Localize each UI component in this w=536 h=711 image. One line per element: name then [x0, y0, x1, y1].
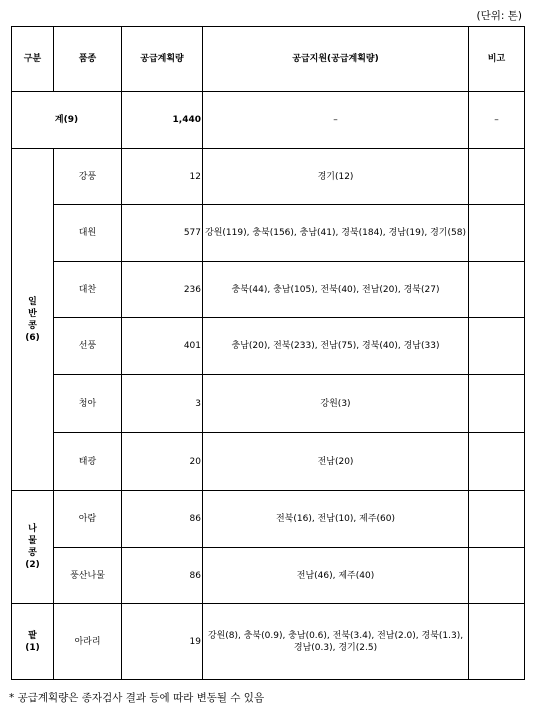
header-supply-plan: 공급계획량	[122, 27, 203, 92]
table-row	[12, 262, 525, 318]
variety-cell: 아람	[54, 491, 122, 548]
table-row	[12, 433, 525, 491]
group-general-char: 일	[28, 296, 37, 307]
group-sprout-char: 나	[28, 524, 37, 534]
region-cell: 강원(119), 충북(156), 충남(41), 경북(184), 경남(19), 경기(58)	[203, 205, 469, 262]
variety-cell: 풍산나물	[54, 548, 122, 604]
variety-cell: 선풍	[54, 318, 122, 375]
group-redbean-count: (1)	[25, 642, 40, 653]
group-sprout-char: 물	[28, 536, 37, 546]
variety-cell: 강풍	[54, 149, 122, 205]
note-cell	[469, 205, 525, 262]
table-row	[12, 491, 525, 548]
group-general-char: 콩	[28, 320, 37, 331]
region-cell: 충남(20), 전북(233), 전남(75), 경북(40), 경남(33)	[203, 318, 469, 375]
amount-cell: 20	[122, 433, 203, 491]
total-row	[12, 92, 525, 149]
header-note: 비고	[469, 27, 525, 92]
header-variety: 품종	[54, 27, 122, 92]
region-cell: 강원(3)	[203, 375, 469, 433]
region-cell: 전남(46), 제주(40)	[203, 548, 469, 604]
group-sprout-char: 콩	[28, 548, 37, 558]
unit-label: (단위: 톤)	[476, 10, 522, 22]
note-cell	[469, 318, 525, 375]
table-row	[12, 375, 525, 433]
total-note: –	[469, 92, 525, 149]
variety-cell: 대찬	[54, 262, 122, 318]
table-row	[12, 548, 525, 604]
amount-cell: 401	[122, 318, 203, 375]
header-supply-region: 공급지원(공급계획량)	[203, 27, 469, 92]
region-cell: 전남(20)	[203, 433, 469, 491]
region-cell: 충북(44), 충남(105), 전북(40), 전남(20), 경북(27)	[203, 262, 469, 318]
total-region: –	[203, 92, 469, 149]
note-cell	[469, 149, 525, 205]
table-row	[12, 205, 525, 262]
group-general	[12, 149, 54, 491]
group-redbean-char: 팥	[28, 630, 37, 641]
variety-cell: 태광	[54, 433, 122, 491]
amount-cell: 236	[122, 262, 203, 318]
variety-cell: 청아	[54, 375, 122, 433]
header-category: 구분	[12, 27, 54, 92]
group-general-count: (6)	[25, 332, 40, 343]
table-row	[12, 318, 525, 375]
note-cell	[469, 604, 525, 680]
note-cell	[469, 491, 525, 548]
variety-cell: 아라리	[54, 604, 122, 680]
group-sprout	[12, 491, 54, 604]
region-cell: 경기(12)	[203, 149, 469, 205]
group-general-char: 반	[28, 308, 37, 319]
total-label: 계(9)	[12, 92, 122, 149]
amount-cell: 19	[122, 604, 203, 680]
region-cell: 전북(16), 전남(10), 제주(60)	[203, 491, 469, 548]
table-row	[12, 604, 525, 680]
group-redbean	[12, 604, 54, 680]
region-cell: 강원(8), 충북(0.9), 충남(0.6), 전북(3.4), 전남(2.0), 경북(1.3), 경남(0.3), 경기(2.5)	[203, 604, 469, 680]
table-row	[12, 149, 525, 205]
header-row	[12, 27, 525, 92]
amount-cell: 577	[122, 205, 203, 262]
amount-cell: 86	[122, 548, 203, 604]
footnote: * 공급계획량은 종자검사 결과 등에 따라 변동될 수 있음	[9, 692, 265, 704]
group-sprout-count: (2)	[25, 560, 40, 570]
supply-plan-table	[11, 26, 525, 680]
note-cell	[469, 262, 525, 318]
note-cell	[469, 375, 525, 433]
amount-cell: 3	[122, 375, 203, 433]
total-amount: 1,440	[122, 92, 203, 149]
note-cell	[469, 433, 525, 491]
amount-cell: 86	[122, 491, 203, 548]
amount-cell: 12	[122, 149, 203, 205]
note-cell	[469, 548, 525, 604]
variety-cell: 대원	[54, 205, 122, 262]
